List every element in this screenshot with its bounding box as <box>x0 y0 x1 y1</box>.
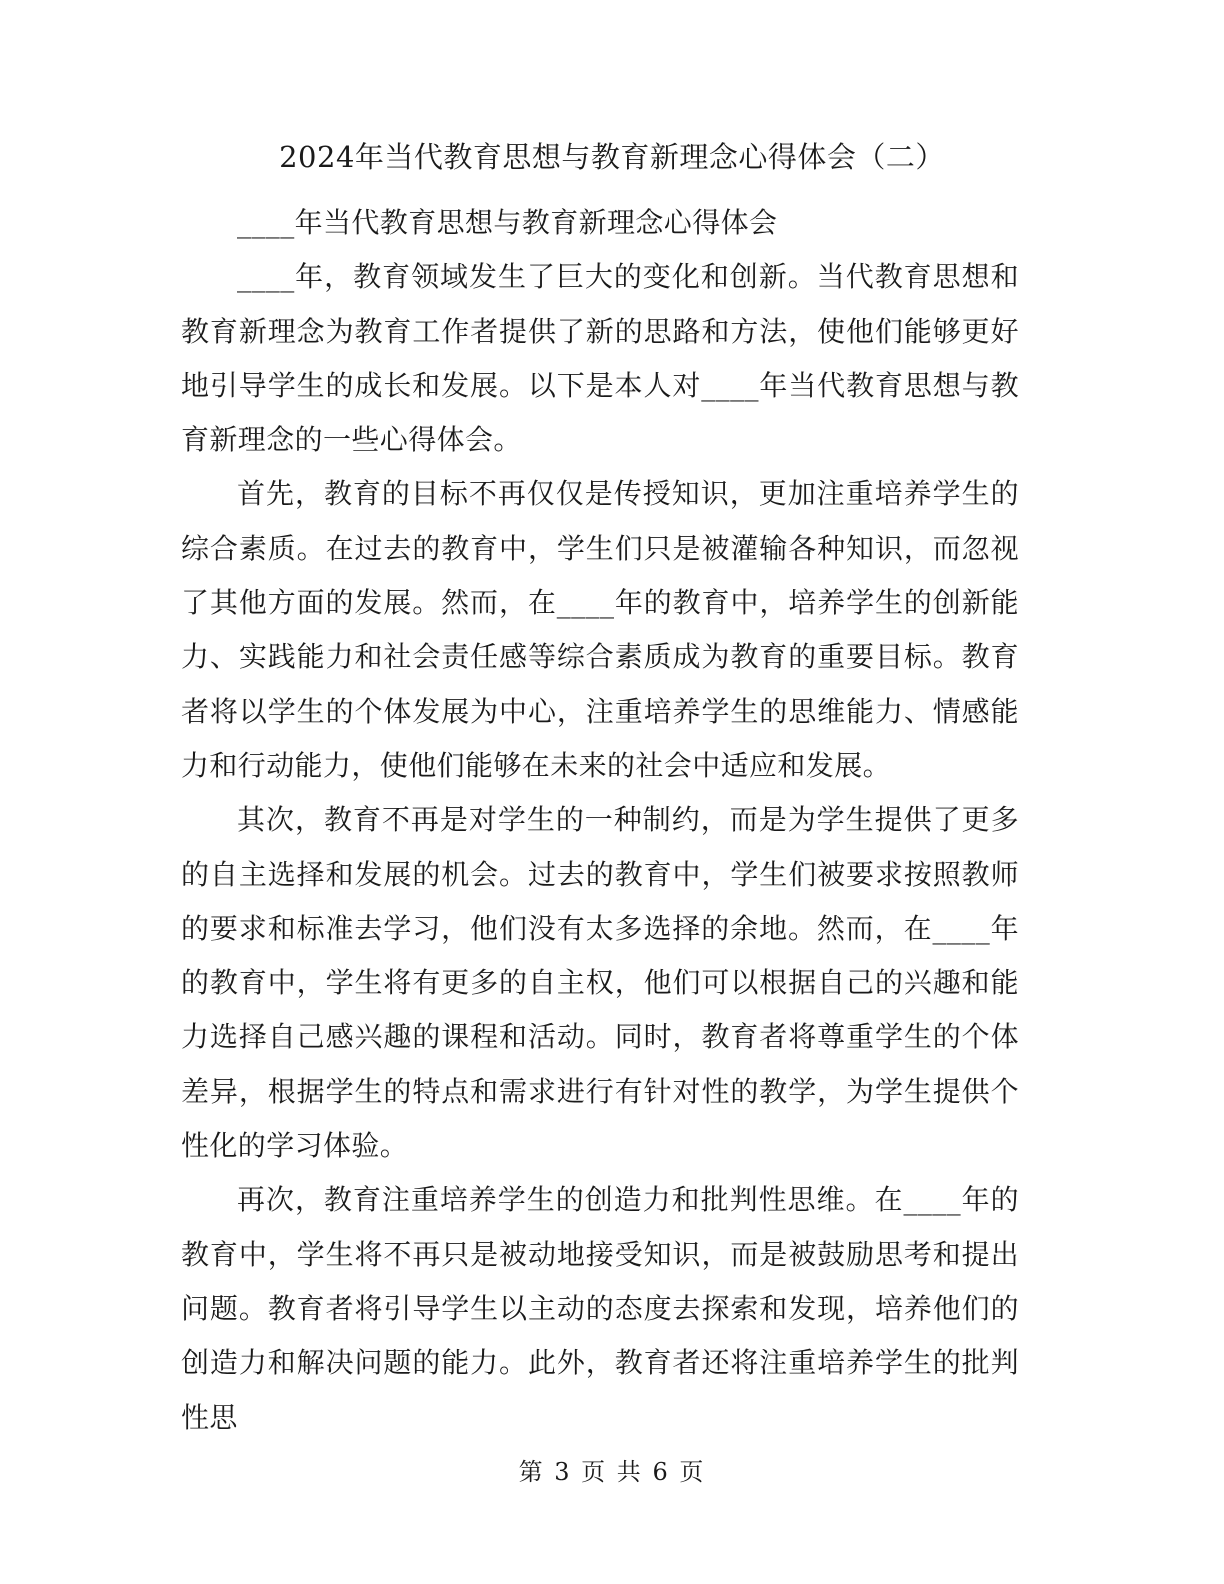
paragraph-intro: ____年，教育领域发生了巨大的变化和创新。当代教育思想和教育新理念为教育工作者提供了新的思路和方法，使他们能够更好地引导学生的成长和发展。以下是本人对____年当代教育思想与教育新理念的一些心得体会。 <box>181 260 1019 457</box>
paragraph-subtitle: ____年当代教育思想与教育新理念心得体会 <box>237 206 778 239</box>
document-body <box>181 196 1019 1445</box>
document-title: 2024年当代教育思想与教育新理念心得体会（二） <box>279 140 945 174</box>
paragraph-third-point: 再次，教育注重培养学生的创造力和批判性思维。在____年的教育中，学生将不再只是被动地接受知识，而是被鼓励思考和提出问题。教育者将引导学生以主动的态度去探索和发现，培养他们的创造力和解决问题的能力。此外，教育者还将注重培养学生的批判性思 <box>181 1183 1019 1434</box>
paragraph-first-point: 首先，教育的目标不再仅仅是传授知识，更加注重培养学生的综合素质。在过去的教育中，学生们只是被灌输各种知识，而忽视了其他方面的发展。然而，在____年的教育中，培养学生的创新能力、实践能力和社会责任感等综合素质成为教育的重要目标。教育者将以学生的个体发展为中心，注重培养学生的思维能力、情感能力和行动能力，使他们能够在未来的社会中适应和发展。 <box>181 477 1019 782</box>
page-number-footer: 第 3 页 共 6 页 <box>518 1458 706 1486</box>
paragraph-second-point: 其次，教育不再是对学生的一种制约，而是为学生提供了更多的自主选择和发展的机会。过去的教育中，学生们被要求按照教师的要求和标准去学习，他们没有太多选择的余地。然而，在____年的教育中，学生将有更多的自主权，他们可以根据自己的兴趣和能力选择自己感兴趣的课程和活动。同时，教育者将尊重学生的个体差异，根据学生的特点和需求进行有针对性的教学，为学生提供个性化的学习体验。 <box>181 803 1019 1163</box>
